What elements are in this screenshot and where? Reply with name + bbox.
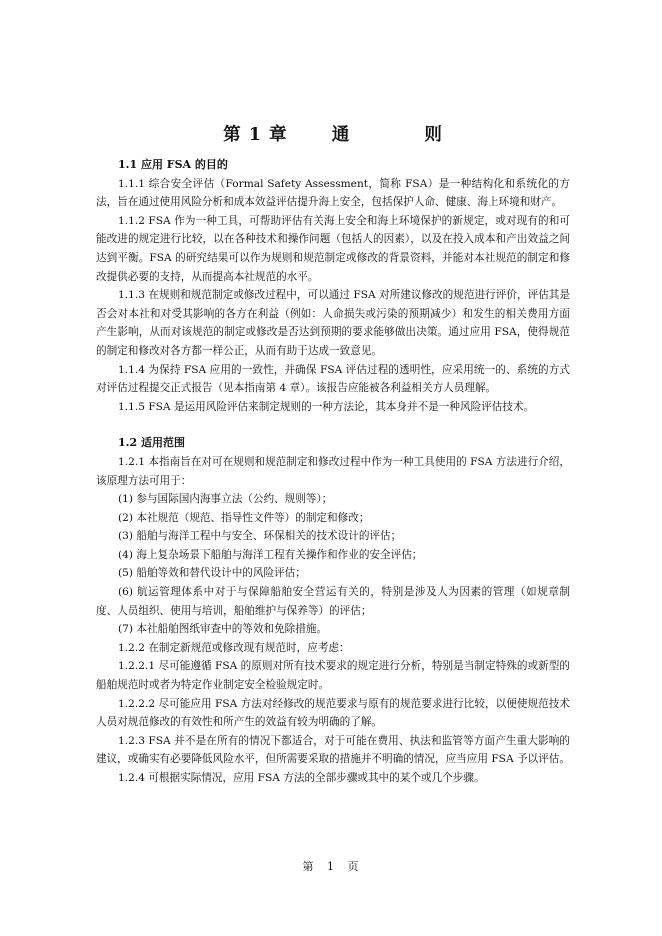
chapter-prefix: 第 <box>223 125 242 145</box>
paragraph-1-2-2-1: 1.2.2.1 尽可能遵循 FSA 的原则对所有技术要求的规定进行分析，特别是当制定特殊的或新型的船舶规范时或者为特定作业制定安全检验规定时。 <box>96 660 570 692</box>
paragraph-1-2-2: 1.2.2 在制定新规范或修改现有规范时，应考虑： <box>118 641 350 654</box>
list-item-5: (5) 船舶等效和替代设计中的风险评估； <box>118 567 306 580</box>
list-item-3: (3) 船舶与海洋工程中与安全、环保相关的技术设计的评估； <box>118 530 402 543</box>
page-footer <box>0 858 662 874</box>
list-item-4: (4) 海上复杂场景下船舶与海洋工程有关操作和作业的安全评估； <box>118 548 423 561</box>
paragraph-1-1-1: 1.1.1 综合安全评估（Formal Safety Assessment，简称 FSA）是一种结构化和系统化的方法，旨在通过使用风险分析和成本效益评估提升海上安全，包括保护人命、健康、海上环境和财产。 <box>96 177 570 209</box>
paragraph-1-1-5: 1.1.5 FSA 是运用风险评估来制定规则的一种方法论，其本身并不是一种风险评估技术。 <box>118 400 535 413</box>
list-item-2: (2) 本社规范（规范、指导性文件等）的制定和修改； <box>118 511 370 524</box>
list-item-6: (6) 航运管理体系中对于与保障船舶安全营运有关的，特别是涉及人为因素的管理（如规章制度、人员组织、使用与培训，船舶维护与保养等）的评估； <box>96 586 570 617</box>
chapter-word-2: 则 <box>424 125 443 145</box>
paragraph-1-1-4: 1.1.4 为保持 FSA 应用的一致性，并确保 FSA 评估过程的透明性，应采用统一的、系统的方式对评估过程提交正式报告（见本指南第 4 章）。该报告应能被各利益相关方人员理解。 <box>96 363 570 395</box>
page-number: 1 <box>327 860 335 873</box>
footer-prefix: 第 <box>302 860 315 873</box>
chapter-word-1: 通 <box>331 125 351 145</box>
section-gap <box>96 416 570 434</box>
page-content <box>96 124 570 788</box>
paragraph-1-2-2-2: 1.2.2.2 尽可能应用 FSA 方法对经修改的规范要求与原有的规范要求进行比较，以便使规范技术人员对规范修改的有效性和所产生的效益有较为明确的了解。 <box>96 697 570 729</box>
paragraph-1-2-3: 1.2.3 FSA 并不是在所有的情况下都适合，对于可能在费用、执法和监管等方面产生重大影响的建议，或确实有必要降低风险水平，但所需要采取的措施并不明确的情况，应当应用 FSA 予以评估。 <box>96 734 570 766</box>
chapter-title <box>96 124 570 146</box>
list-item-7: (7) 本社船舶图纸审查中的等效和免除措施。 <box>118 623 328 636</box>
paragraph-1-2-4: 1.2.4 可根据实际情况，应用 FSA 方法的全部步骤或其中的某个或几个步骤。 <box>118 772 485 784</box>
list-item-1: (1) 参与国际国内海事立法（公约、规则等）； <box>118 493 333 506</box>
footer-suffix: 页 <box>347 860 360 873</box>
paragraph-1-2-1: 1.2.1 本指南旨在对可在规则和规范制定和修改过程中作为一种工具使用的 FSA 方法进行介绍，该原理方法可用于： <box>96 455 570 487</box>
chapter-number: 1 <box>248 125 262 145</box>
section-heading-1-2: 1.2 适用范围 <box>118 436 185 450</box>
section-heading-1-1: 1.1 应用 FSA 的目的 <box>118 158 228 171</box>
paragraph-1-1-3: 1.1.3 在规则和规范制定或修改过程中，可以通过 FSA 对所建议修改的规范进行评价，评估其是否会对本社和对受其影响的各方在利益（例如：人命损失或污染的预期减少）和发生的相关费用方面产生影响，从而对该规范的制定或修改是否达到预期的要求能够做出决策。通过应用 FSA，使得规范的制定和修改对各方都一样公正，从而有助于达成一致意见。 <box>96 289 570 357</box>
paragraph-1-1-2: 1.1.2 FSA 作为一种工具，可帮助评估有关海上安全和海上环境保护的新规定，或对现有的和可能改进的规定进行比较，以在各种技术和操作问题（包括人的因素），以及在投入成本和产出效益之间达到平衡。FSA 的研究结果可以作为规则和规范制定或修改的背景资料，并能对本社规范的制定和修改提供必要的支持，从而提高本社规范的水平。 <box>96 214 570 283</box>
chapter-suffix: 章 <box>269 125 288 145</box>
